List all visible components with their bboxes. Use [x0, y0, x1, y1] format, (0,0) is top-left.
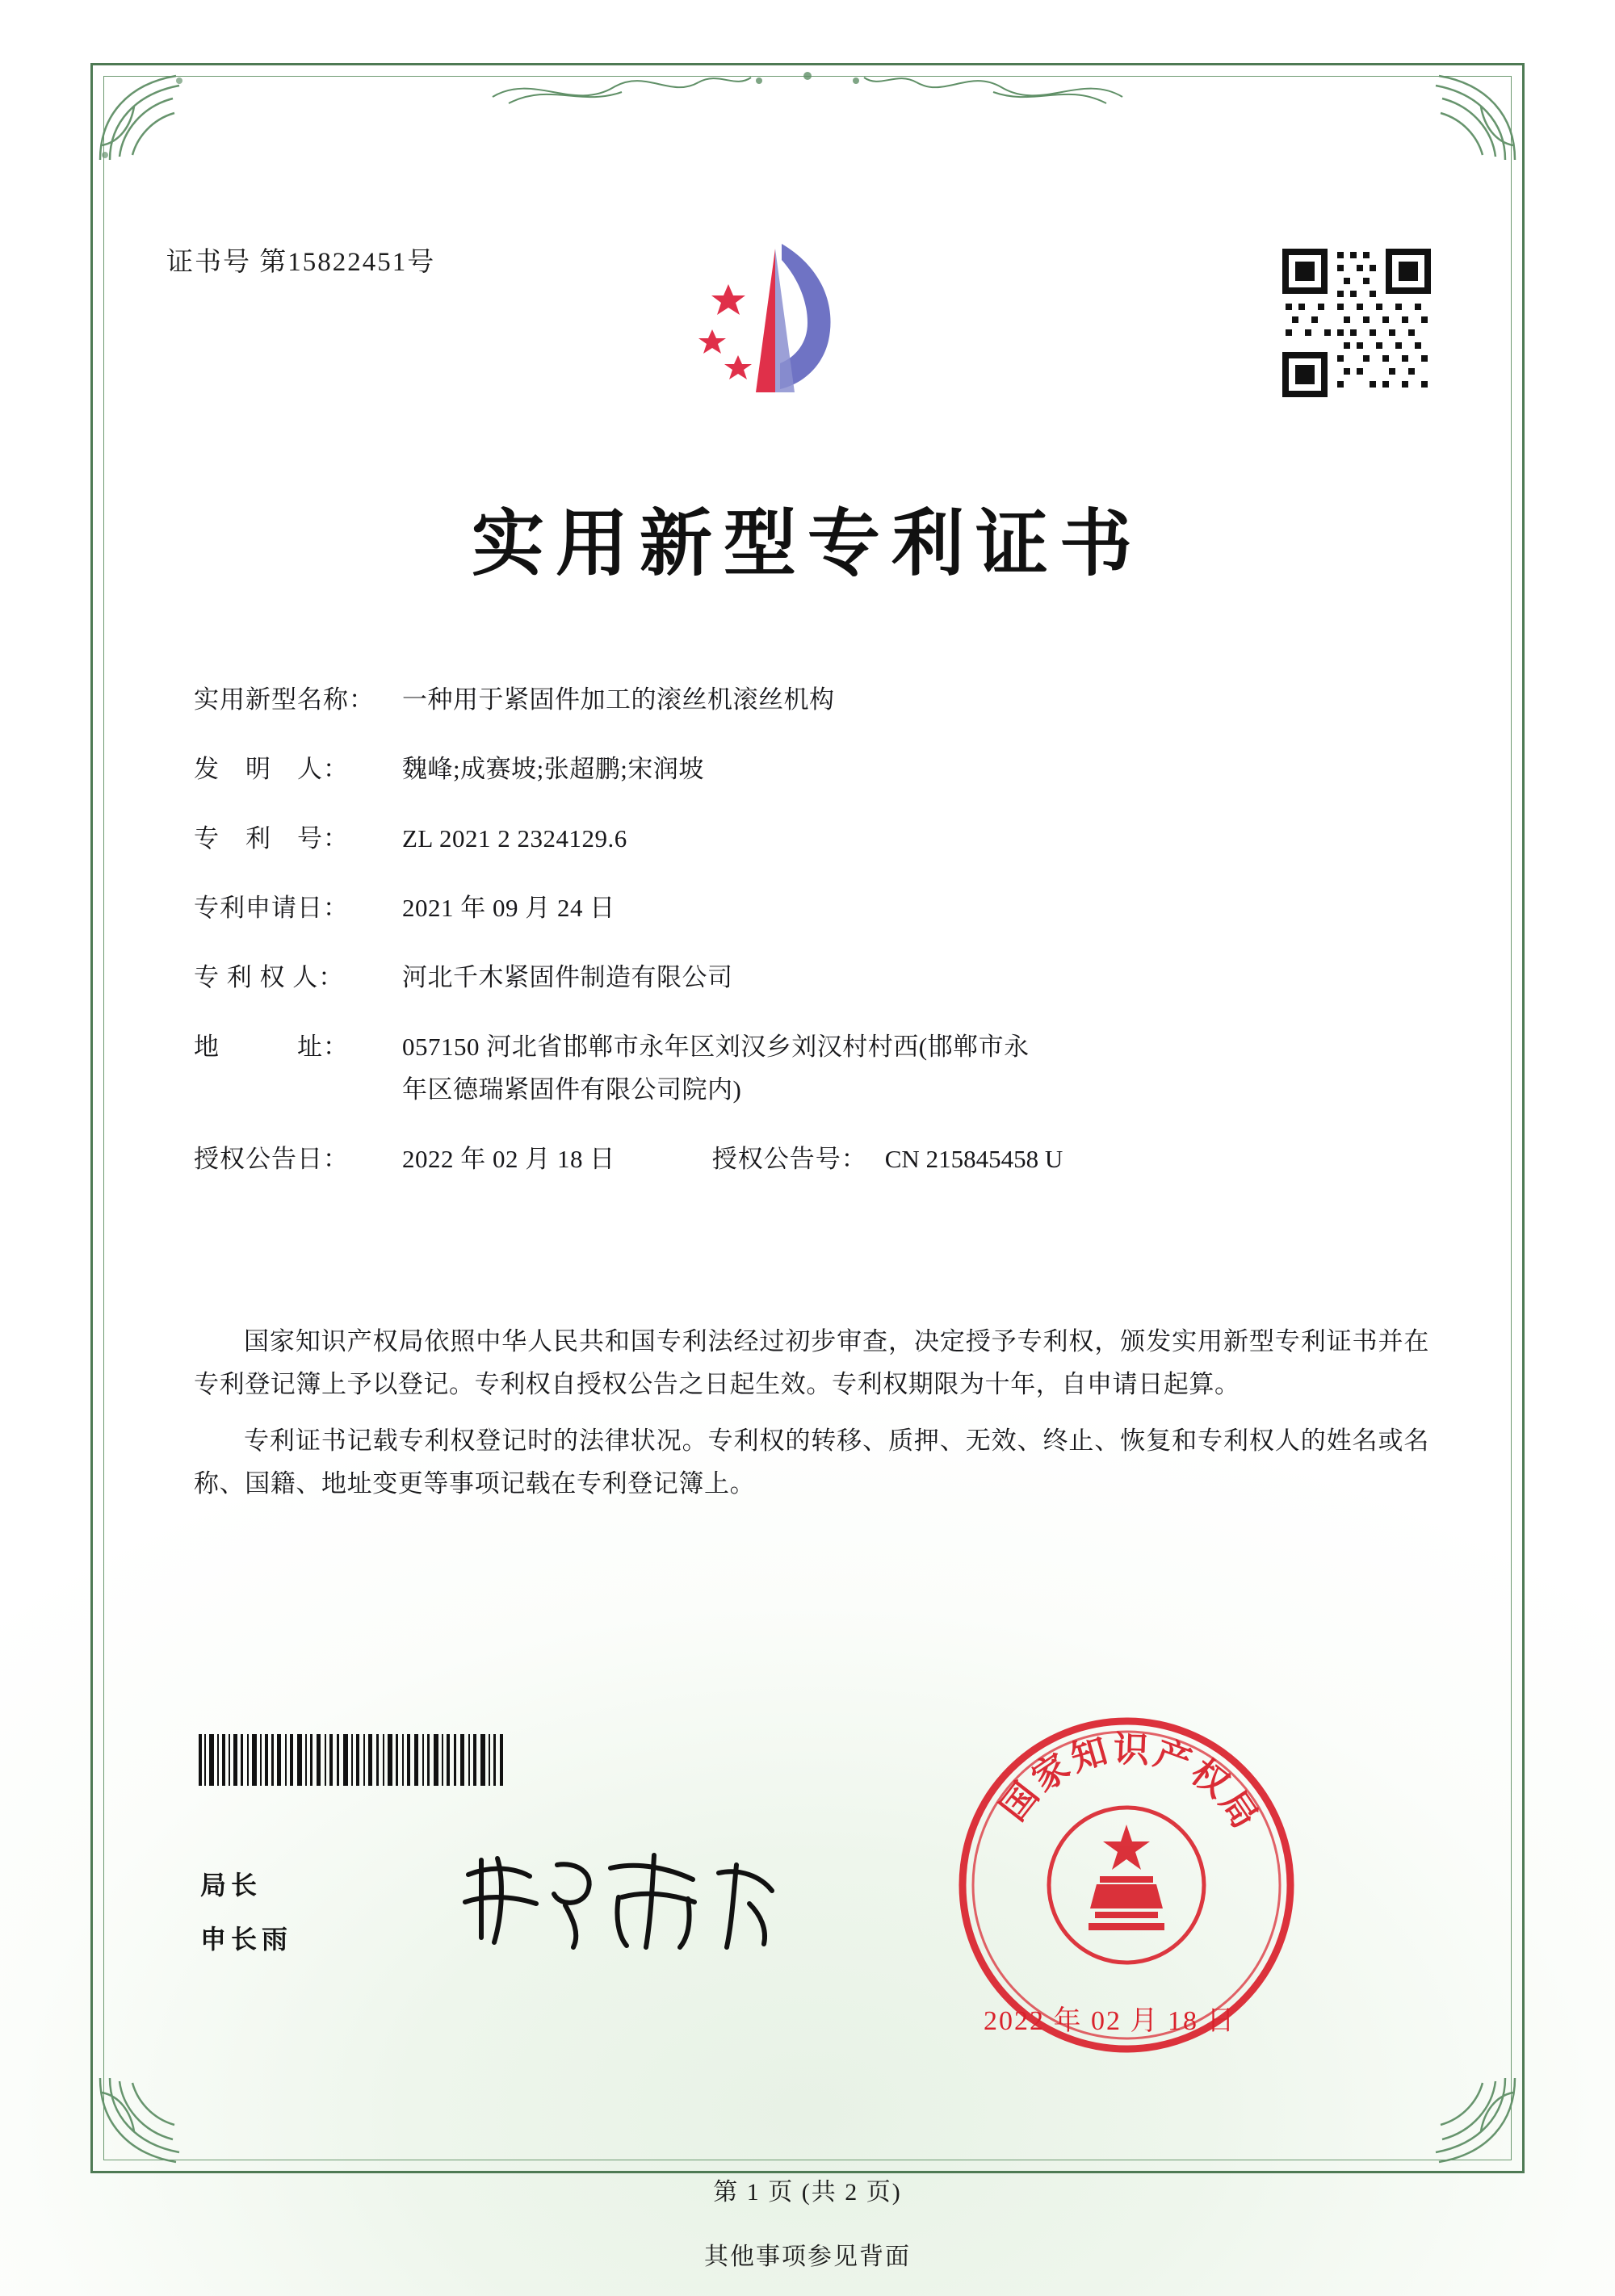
- svg-text:权: 权: [1183, 1751, 1237, 1806]
- svg-text:局: 局: [1211, 1783, 1266, 1836]
- field-patent-number: [194, 821, 1429, 857]
- corner-ornament-icon: [95, 2073, 216, 2170]
- field-address: [194, 1029, 1429, 1108]
- field-grant-row: [194, 1142, 1429, 1178]
- field-value: 一种用于紧固件加工的滚丝机滚丝机构: [402, 685, 835, 714]
- field-inventors: [194, 752, 1429, 788]
- corner-ornament-icon: [95, 68, 216, 165]
- field-label: 发 明 人：: [194, 754, 349, 783]
- field-value: ZL 2021 2 2324129.6: [402, 823, 627, 853]
- svg-text:识: 识: [1112, 1728, 1150, 1771]
- field-label: 地 址：: [194, 1032, 349, 1061]
- legal-text: [194, 1320, 1429, 1518]
- field-value: 魏峰;成赛坡;张超鹏;宋润坡: [402, 754, 704, 783]
- field-patentee: [194, 960, 1429, 996]
- back-side-note: 其他事项参见背面: [704, 2244, 911, 2270]
- field-application-date: [194, 890, 1429, 927]
- svg-text:产: 产: [1148, 1732, 1197, 1784]
- svg-text:国: 国: [992, 1774, 1047, 1829]
- field-value: 河北千木紧固件制造有限公司: [402, 962, 733, 991]
- certificate-number: 证书号 第15822451号: [166, 248, 436, 277]
- field-label: 专 利 权 人：: [194, 962, 345, 991]
- field-label: 专 利 号：: [194, 823, 349, 853]
- svg-text:家: 家: [1024, 1745, 1077, 1800]
- top-ornament: [484, 65, 1130, 113]
- qr-code-icon: [1276, 242, 1437, 404]
- field-label-grant-date: 授权公告日：: [194, 1144, 349, 1173]
- svg-text:知: 知: [1066, 1730, 1113, 1780]
- field-label: 实用新型名称：: [194, 685, 375, 714]
- seal-date: 2022 年 02 月 18 日: [984, 2006, 1236, 2036]
- field-label: 专利申请日：: [194, 893, 349, 922]
- field-utility-model-name: [194, 682, 1429, 719]
- field-value-continued: 年区德瑞紧固件有限公司院内): [402, 1075, 742, 1104]
- page-title: 实用新型专利证书: [472, 501, 1143, 586]
- paragraph-registry: 专利证书记载专利权登记时的法律状况。专利权的转移、质押、无效、终止、恢复和专利权人的姓名或名称、国籍、地址变更等事项记载在专利登记簿上。: [194, 1426, 1429, 1498]
- director-name: 申长雨: [200, 1925, 293, 1954]
- director-title: 局长: [200, 1871, 262, 1900]
- corner-ornament-icon: [1399, 2073, 1520, 2170]
- handwritten-signature-icon: [452, 1841, 791, 1962]
- field-value-wrap: [402, 1029, 1429, 1108]
- field-value: 2021 年 09 月 24 日: [402, 893, 615, 922]
- page-number: 第 1 页 (共 2 页): [713, 2179, 902, 2206]
- paragraph-grant: 国家知识产权局依照中华人民共和国专利法经过初步审查，决定授予专利权，颁发实用新型专利证书并在专利登记簿上予以登记。专利权自授权公告之日起生效。专利权期限为十年，自申请日起算。: [194, 1327, 1429, 1399]
- field-value-grant-number: CN 215845458 U: [884, 1144, 1063, 1173]
- barcode-icon: [197, 1734, 601, 1786]
- field-label-grant-number: 授权公告号：: [711, 1144, 867, 1173]
- field-list: [194, 682, 1429, 1205]
- corner-ornament-icon: [1399, 68, 1520, 165]
- field-value: 057150 河北省邯郸市永年区刘汉乡刘汉村村西(邯郸市永: [402, 1032, 1030, 1061]
- patent-office-emblem-icon: [678, 234, 888, 428]
- field-value-grant-date: 2022 年 02 月 18 日: [402, 1144, 615, 1173]
